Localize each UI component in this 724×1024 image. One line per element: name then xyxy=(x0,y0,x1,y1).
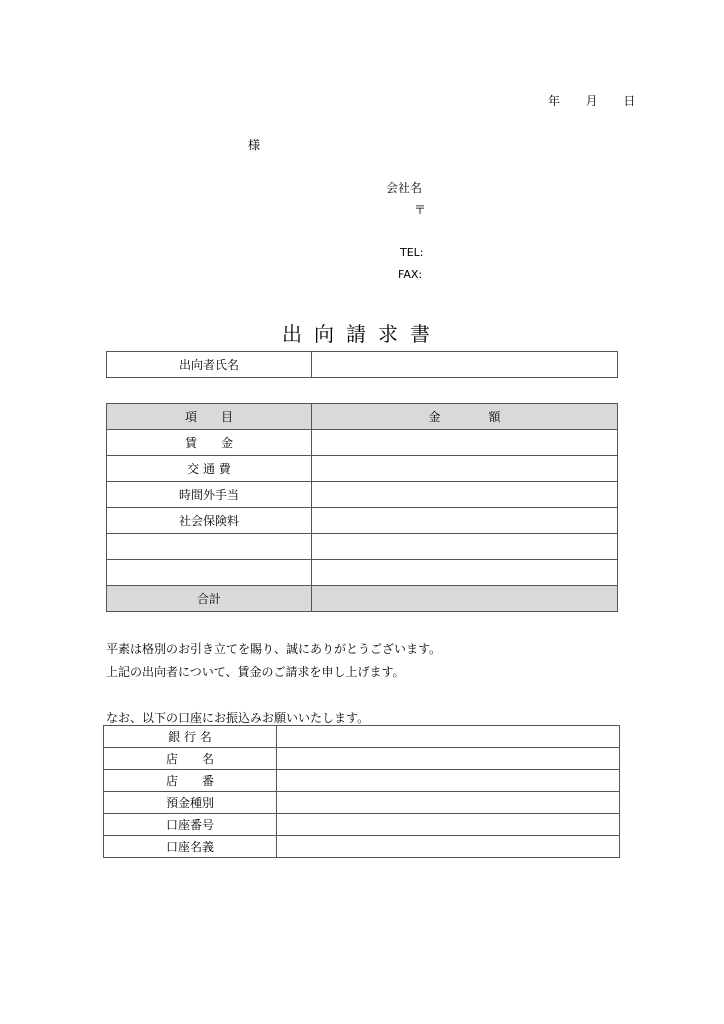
bank-name-field[interactable] xyxy=(277,726,620,748)
amount-cell[interactable] xyxy=(312,456,618,482)
bank-name-label: 銀 行 名 xyxy=(104,726,277,748)
item-label-blank[interactable] xyxy=(107,560,312,586)
amount-cell[interactable] xyxy=(312,430,618,456)
account-holder-label: 口座名義 xyxy=(104,836,277,858)
amount-cell[interactable] xyxy=(312,560,618,586)
employee-name-label: 出向者氏名 xyxy=(107,352,312,378)
table-row xyxy=(104,748,620,770)
total-amount-cell[interactable] xyxy=(312,586,618,612)
account-number-field[interactable] xyxy=(277,814,620,836)
employee-name-row xyxy=(107,352,618,378)
item-label-transport: 交 通 費 xyxy=(107,456,312,482)
total-row xyxy=(107,586,618,612)
company-label: 会社名 xyxy=(386,181,423,195)
branch-name-label: 店 名 xyxy=(104,748,277,770)
branch-number-field[interactable] xyxy=(277,770,620,792)
employee-name-table xyxy=(106,351,618,378)
column-header-item: 項 目 xyxy=(107,404,312,430)
table-row xyxy=(107,534,618,560)
postal-mark: 〒 xyxy=(414,203,427,217)
column-header-amount: 金 額 xyxy=(312,404,618,430)
item-label-wages: 賃 金 xyxy=(107,430,312,456)
table-row xyxy=(107,456,618,482)
employee-name-field[interactable] xyxy=(312,352,618,378)
message-line-2: 上記の出向者について、賃金のご請求を申し上げます。 xyxy=(106,665,405,679)
item-label-overtime: 時間外手当 xyxy=(107,482,312,508)
amount-cell[interactable] xyxy=(312,482,618,508)
table-row xyxy=(104,836,620,858)
message-line-1: 平素は格別のお引き立てを賜り、誠にありがとうございます。 xyxy=(106,642,442,656)
items-table xyxy=(106,403,618,612)
item-label-blank[interactable] xyxy=(107,534,312,560)
table-row xyxy=(104,814,620,836)
amount-cell[interactable] xyxy=(312,508,618,534)
date-day: 日 xyxy=(623,94,636,108)
branch-number-label: 店 番 xyxy=(104,770,277,792)
table-row xyxy=(104,792,620,814)
table-row xyxy=(107,508,618,534)
table-row xyxy=(107,560,618,586)
items-header-row xyxy=(107,404,618,430)
account-number-label: 口座番号 xyxy=(104,814,277,836)
table-row xyxy=(104,770,620,792)
date-line xyxy=(548,92,635,109)
date-year: 年 xyxy=(548,94,561,108)
recipient-suffix: 様 xyxy=(248,138,261,152)
message-line-3: なお、以下の口座にお振込みお願いいたします。 xyxy=(106,711,370,725)
deposit-type-field[interactable] xyxy=(277,792,620,814)
deposit-type-label: 預金種別 xyxy=(104,792,277,814)
total-label: 合計 xyxy=(107,586,312,612)
tel-label: TEL: xyxy=(400,246,424,259)
account-holder-field[interactable] xyxy=(277,836,620,858)
document-title: 出向請求書 xyxy=(282,322,442,346)
fax-label: FAX: xyxy=(398,268,423,281)
bank-account-table xyxy=(103,725,620,858)
item-label-insurance: 社会保険料 xyxy=(107,508,312,534)
table-row xyxy=(104,726,620,748)
table-row xyxy=(107,430,618,456)
branch-name-field[interactable] xyxy=(277,748,620,770)
date-month: 月 xyxy=(585,94,598,108)
table-row xyxy=(107,482,618,508)
amount-cell[interactable] xyxy=(312,534,618,560)
